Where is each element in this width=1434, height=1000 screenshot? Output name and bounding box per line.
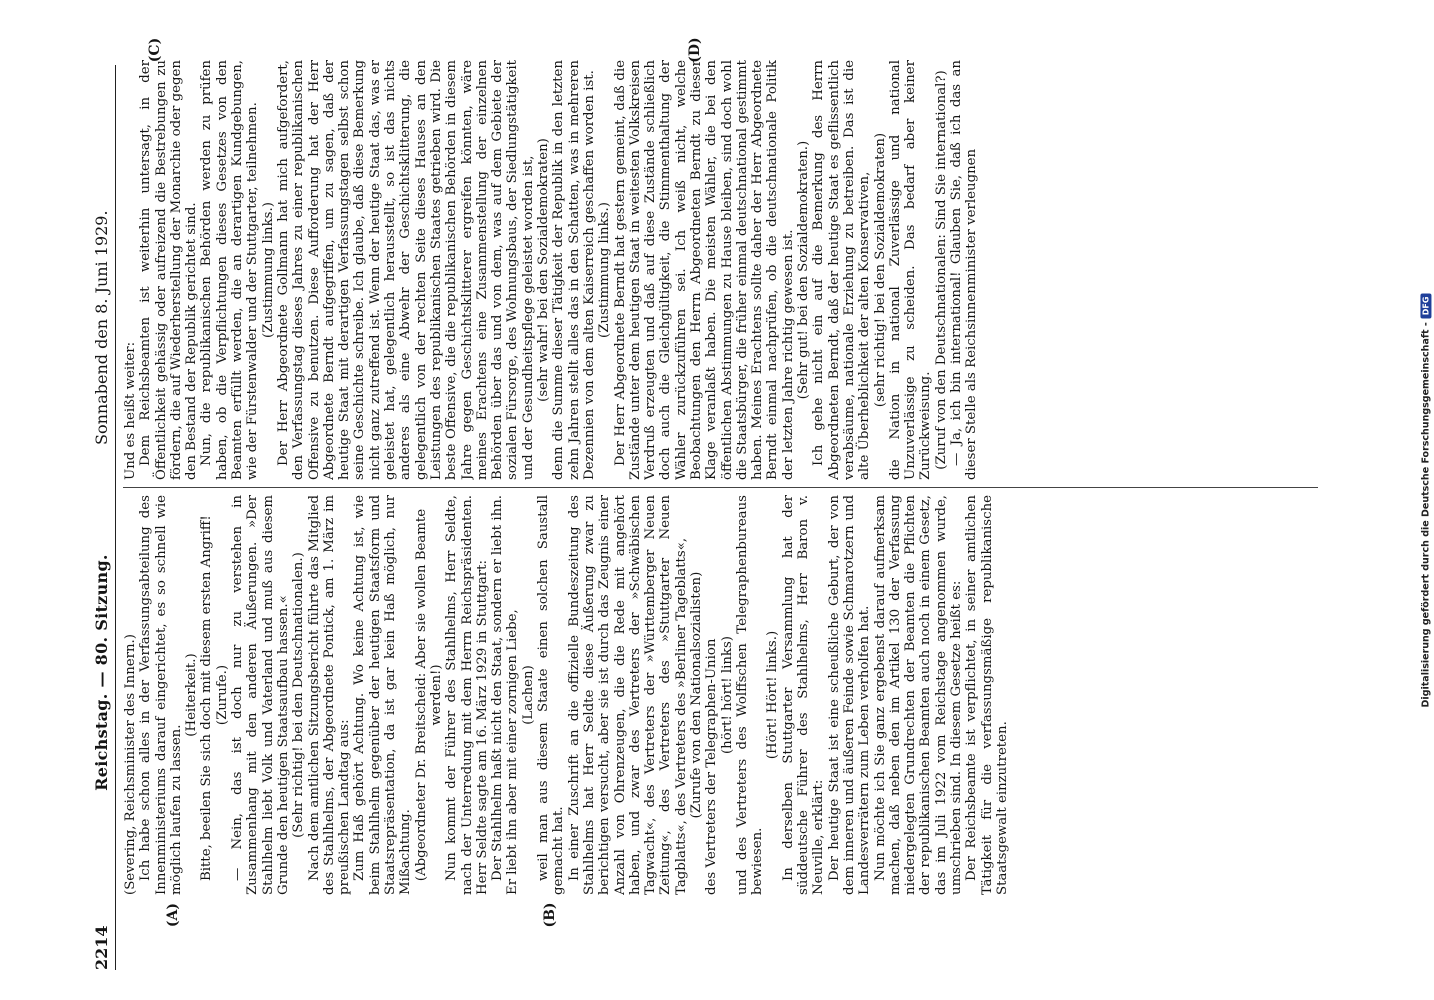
interjection: (Zustimmung links.) bbox=[260, 202, 276, 338]
interjection: (sehr wahr! bei den Sozialdemokraten) bbox=[536, 138, 552, 402]
paragraph: Nun möchte ich Sie ganz ergebenst darauf aufmerksam machen, daß neben den im Artikel 130 der Verfassung niedergelegten Grundrechten der Beamten die Pflichten der republikanischen Beamten auch noch in einem Gesetz, das im Juli 1922 vom Reichstage angenommen wurde, umschrieben sind. In diesem Gesetze heißt es: bbox=[872, 495, 965, 895]
paragraph: Der Herr Abgeordnete Gollmann hat mich aufgefordert, den Verfassungstag dieses Jahres zu einer republikanischen Offensive zu benutzen. Diese Aufforderung hat der Herr Abgeordnete Berndt aufgegriffen, um zu sagen, daß der heutige Staat mit derartigen Verfassungstagen selbst schon seine Geschichte schreibe. Ich glaube, daß diese Bemerkung nicht ganz zutreffend ist. Wenn der heutige Staat das, was er geleistet hat, gelegentlich herausstellt, so ist das nichts anderes als eine Abwehr der Geschichtsklitterung, die gelegentlich von der rechten Seite dieses Hauses an den Leistungen des republikanischen Staates getrieben wird. Die beste Offensive, die die republikanischen Behörden in diesem Jahre gegen Geschichtsklitterer ergreifen könnten, wäre meines Erachtens eine Zusammenstellung der einzelnen Behörden über das und von dem, was auf dem Gebiete der sozialen Fürsorge, des Wohnungsbaus, der Siedlungstätigkeit und der Gesundheitspflege geleistet worden ist, bbox=[275, 60, 536, 480]
paragraph: — Nein, das ist doch nur zu verstehen in Zusammenhang mit den anderen Äußerungen. »Der Stahlhelm liebt Volk und Vaterland und muß aus diesem Grunde den heutigen Staatsaufbau hassen.« bbox=[230, 495, 291, 895]
left-text-column bbox=[123, 495, 1318, 895]
interjection: (hört! hört! links) bbox=[719, 636, 735, 755]
paragraph: Zum Haß gehört Achtung. Wo keine Achtung ist, wie beim Stahlhelm gegenüber der heutigen Staatsform und Staatsrepräsentation, da ist gar kein Haß möglich, nur Mißachtung. bbox=[352, 495, 414, 895]
interjection: (Lachen) bbox=[520, 665, 536, 725]
rotated-page-content bbox=[87, 0, 1332, 1000]
session-title: Reichstag. — 80. Sitzung. bbox=[91, 554, 111, 791]
paragraph: Der heutige Staat ist eine scheußliche Geburt, der von dem inneren und äußeren Feinde sowie Schmarotzern und Landesverrätern zum Leben verholfen hat. bbox=[826, 495, 873, 895]
paragraph: Ich gehe nicht ein auf die Bemerkung des Herrn Abgeordneten Berndt, daß der heutige Staat es geflissentlich verabsäume, nationale Erziehung zu betreiben. Das ist die alte Überheblichkeit der alten Konservativen, bbox=[811, 60, 873, 480]
paragraph: Nun, die republikanischen Behörden werden zu prüfen haben, ob die Verpflichtungen dieses Gesetzes von den Beamten erfüllt werden, die an derartigen Kundgebungen, wie der Fürstenwalder und der Stuttgarter, teilnehmen. bbox=[199, 60, 261, 480]
interjection: (Sehr richtig! bei den Deutschnationalen.) bbox=[291, 552, 307, 838]
interjection: (Sehr gut! bei den Sozialdemokraten.) bbox=[796, 140, 812, 400]
margin-marker-b: (B) bbox=[542, 902, 558, 928]
interjection: (Abgeordneter Dr. Breitscheid: Aber sie wollen Beamte werden!) bbox=[413, 508, 444, 882]
margin-marker-d: (D) bbox=[687, 37, 703, 63]
interjection: (Zuruf von den Deutschnationalen: Sind Sie international?) bbox=[933, 70, 949, 470]
column-divider bbox=[123, 487, 1318, 488]
interjection: (Zustimmung links.) bbox=[597, 202, 613, 338]
margin-marker-c: (C) bbox=[147, 37, 163, 63]
paragraph: In derselben Stuttgarter Versammlung hat der süddeutsche Führer des Stahlhelms, Herr Baron v. Neuville, erklärt: bbox=[780, 495, 827, 895]
paragraph: Bitte, beeilen Sie sich doch mit diesem ersten Angriff! bbox=[199, 515, 215, 881]
paragraph: weil man aus diesem Staate einen solchen Saustall gemacht hat. bbox=[536, 495, 567, 895]
paragraph: In einer Zuschrift an die offizielle Bundeszeitung des Stahlhelms hat Herr Seldte diese Äußerung zwar zu berichtigen versucht, aber sie ist durch das Zeugnis einer Anzahl von Ohrenzeugen, die die Rede mit angehört haben, und zwar des Vertreters der »Schwäbischen Tagwacht«, des Vertreters der »Württemberger Neuen Zeitung«, des Vertreters des »Stuttgarter Neuen Tagblatts«, des Vertreters des »Berliner Tageblatts«, bbox=[566, 495, 689, 895]
paragraph: Der Stahlhelm haßt nicht den Staat, sondern er liebt ihn. Er liebt ihn aber mit einer zornigen Liebe, bbox=[490, 495, 521, 895]
paragraph: Der Herr Abgeordnete Berndt hat gestern gemeint, daß die Zustände unter dem heutigen Staat in weitesten Volkskreisen Verdruß erzeugten und daß auf diese Zustände schließlich doch auch die Gleichgültigkeit, die Stimmenthaltung der Wähler zurückzuführen sei. Ich weiß nicht, welche Beobachtungen den Herrn Abgeordneten Berndt zu dieser Klage veranlaßt haben. Die meisten Wähler, die bei den öffentlichen Abstimmungen zu Hause bleiben, sind doch wohl die Staatsbürger, die früher einmal deutschnational gestimmt haben. Meines Erachtens sollte daher der Herr Abgeordnete Berndt einmal nachprüfen, ob die deutschnationale Politik der letzten Jahre richtig gewesen ist. bbox=[612, 60, 796, 480]
paragraph: die Nation in national Zuverlässige und national Unzuverlässige zu scheiden. Das bedarf aber keiner Zurückweisung. bbox=[887, 60, 934, 480]
page-number: 2214 bbox=[91, 925, 111, 970]
paragraph: und des Vertreters des Wolffschen Telegraphenbureaus bewiesen. bbox=[734, 495, 766, 895]
session-date: Sonnabend den 8. Juni 1929. bbox=[91, 210, 111, 445]
right-text-column bbox=[123, 60, 1318, 480]
credit-text: Digitalisierung gefördert durch die Deutsche Forschungsgemeinschaft - bbox=[1420, 322, 1432, 708]
paragraph: Ich habe schon alles in der Verfassungsabteilung des Innenministeriums darauf eingerichtet, es so schnell wie möglich laufen zu lassen. bbox=[138, 495, 184, 895]
interjection: (Zurufe.) bbox=[214, 664, 230, 726]
paragraph: Der Reichsbeamte ist verpflichtet, in seiner amtlichen Tätigkeit für die verfassungsmäßige republikanische Staatsgewalt einzutreten. bbox=[964, 495, 1010, 895]
digitization-credit bbox=[1418, 8, 1434, 993]
paragraph: Dem Reichsbeamten ist weiterhin untersagt, in der Öffentlichkeit gehässig oder aufreizend die Bestrebungen zu fördern, die auf Wiederherstellung der Monarchie oder gegen den Bestand der Republik gerichtet sind. bbox=[138, 60, 200, 480]
paragraph: — Ja, ich bin international! Glauben Sie, daß ich das an dieser Stelle als Reichsinnenminister verleugnen bbox=[949, 60, 980, 480]
dfg-logo: DFG bbox=[1421, 294, 1432, 319]
interjection: (sehr richtig! bei den Sozialdemokraten) bbox=[872, 132, 888, 408]
paragraph: Und es heißt weiter: bbox=[123, 341, 138, 480]
interjection: (Hört! Hört! links.) bbox=[765, 630, 781, 760]
paragraph: (Severing, Reichsminister des Innern.) bbox=[123, 634, 138, 895]
page-header bbox=[87, 65, 116, 970]
paragraph: denn die Summe dieser Tätigkeit der Republik in den letzten zehn Jahren stellt alles das in den Schatten, was in mehreren Dezennien von dem alten Kaiserreich geschaffen worden ist. bbox=[551, 60, 597, 480]
paragraph: des Vertreters der Telegraphen-Union bbox=[704, 638, 720, 895]
paragraph: Nach dem amtlichen Sitzungsbericht führte das Mitglied des Stahlhelms, der Abgeordnete Pontick, am 1. März im preußischen Landtag aus: bbox=[306, 495, 353, 895]
interjection: (Heiterkeit.) bbox=[184, 653, 200, 737]
paragraph: Nun kommt der Führer des Stahlhelms, Herr Seldte, nach der Unterredung mit dem Herrn Reichspräsidenten. Herr Seldte sagte am 16. März 1929 in Stuttgart: bbox=[444, 495, 490, 895]
margin-marker-a: (A) bbox=[165, 902, 181, 928]
interjection: (Zurufe von den Nationalsozialisten) bbox=[688, 571, 704, 819]
